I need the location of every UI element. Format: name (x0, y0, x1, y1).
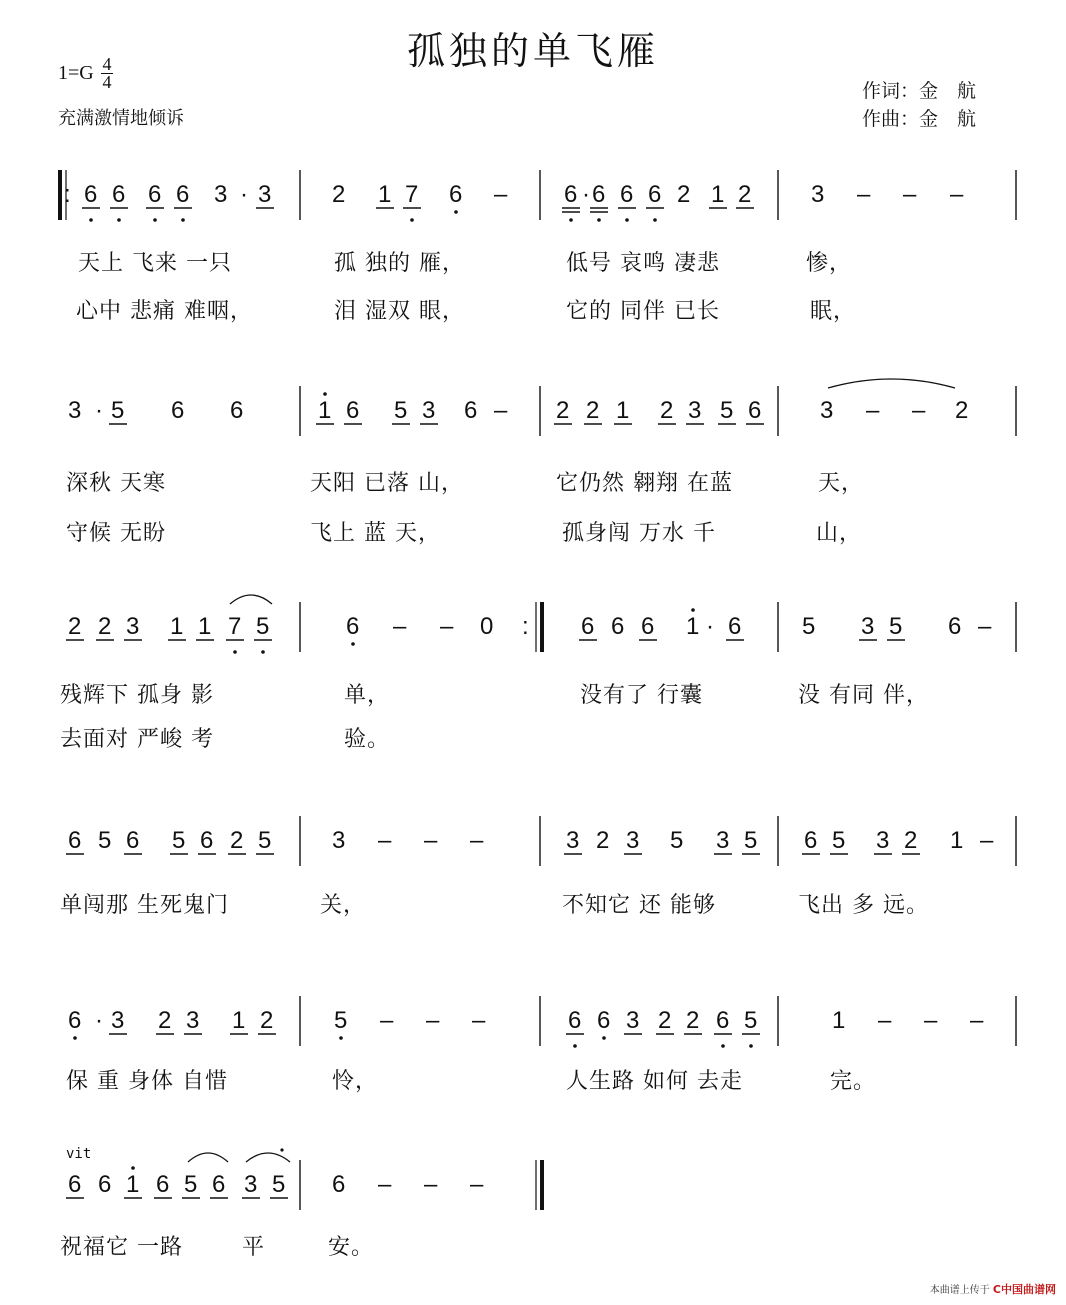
slur-arc (828, 379, 955, 388)
note-digit: 3 (126, 613, 140, 640)
note-digit: 6 (176, 181, 190, 208)
note-digit: 1 (950, 827, 964, 854)
note-digit: : (64, 181, 71, 208)
repeat-start-barline (58, 170, 62, 220)
note-digit: – (380, 1007, 394, 1034)
note-digit: 1 (170, 613, 184, 640)
octave-dot-below (721, 1044, 725, 1048)
note-digit: 3 (214, 181, 228, 208)
octave-dot-above (323, 392, 327, 396)
octave-dot-below (653, 218, 657, 222)
note-digit: 5 (111, 397, 125, 424)
note-digit: 2 (677, 181, 691, 208)
octave-dot-above (131, 1166, 135, 1170)
time-signature-bottom: 4 (102, 72, 112, 92)
lyric-verse-2: 眠， (810, 299, 857, 324)
note-digit: · (240, 181, 248, 208)
octave-dot-below (625, 218, 629, 222)
lyric-verse-2: 飞上 蓝 天， (310, 521, 441, 546)
note-digit: 1 (126, 1171, 140, 1198)
note-digit: 6 (346, 397, 360, 424)
site-logo: C中国曲谱网 (992, 1283, 1056, 1296)
note-digit: – (378, 827, 392, 854)
note-digit: 3 (820, 397, 834, 424)
note-digit: 6 (597, 1007, 611, 1034)
lyric-verse-1: 人生路 如何 去走 (566, 1069, 743, 1094)
expression-marking: 充满激情地倾诉 (58, 108, 184, 129)
note-digit: 6 (948, 613, 962, 640)
lyric-verse-1: 天阳 已落 山， (310, 471, 464, 496)
lyric-verse-1: 天上 飞来 一只 (78, 251, 232, 276)
note-digit: – (912, 397, 926, 424)
song-title: 孤独的单飞雁 (406, 29, 659, 73)
octave-dot-below (233, 650, 237, 654)
note-digit: 6 (68, 1171, 82, 1198)
lyric-verse-1: 没 有同 伴， (798, 683, 929, 708)
note-digit: 1 (232, 1007, 246, 1034)
octave-dot-below (410, 218, 414, 222)
octave-dot-below (261, 650, 265, 654)
note-digit: 5 (889, 613, 903, 640)
note-digit: : (522, 613, 529, 640)
note-digit: 1 (616, 397, 630, 424)
note-digit: 3 (244, 1171, 258, 1198)
fermata-dot (280, 1148, 283, 1151)
octave-dot-below (153, 218, 157, 222)
note-digit: 5 (98, 827, 112, 854)
note-digit: – (424, 1171, 438, 1198)
note-digit: 1 (198, 613, 212, 640)
note-digit: – (470, 827, 484, 854)
note-digit: 6 (332, 1171, 346, 1198)
note-digit: – (970, 1007, 984, 1034)
note-digit: 3 (688, 397, 702, 424)
note-digit: 3 (186, 1007, 200, 1034)
lyric-verse-1: 深秋 天寒 (66, 471, 166, 496)
octave-dot-above (691, 608, 695, 612)
note-digit: 0 (480, 613, 494, 640)
lyric-verse-1: 保 重 身体 自惜 (66, 1069, 228, 1094)
repeat-end-barline (540, 602, 544, 652)
note-digit: 5 (832, 827, 846, 854)
note-digit: 5 (802, 613, 816, 640)
octave-dot-below (339, 1036, 343, 1040)
note-digit: – (426, 1007, 440, 1034)
note-digit: 6 (449, 181, 463, 208)
footer-credit (930, 1281, 1056, 1297)
lyric-verse-1: 不知它 还 能够 (562, 893, 716, 918)
note-digit: 6 (112, 181, 126, 208)
note-digit: 6 (126, 827, 140, 854)
slur-arc (230, 595, 272, 604)
note-digit: – (978, 613, 992, 640)
note-digit: – (378, 1171, 392, 1198)
note-digit: 6 (68, 827, 82, 854)
lyric-verse-1: 安。 (328, 1235, 375, 1260)
note-digit: 2 (738, 181, 752, 208)
lyric-verse-2: 孤身闯 万水 千 (562, 521, 716, 546)
lyric-verse-1: 平 (242, 1235, 266, 1260)
lyric-verse-2: 验。 (344, 727, 391, 752)
note-digit: 6 (156, 1171, 170, 1198)
note-digit: 3 (626, 1007, 640, 1034)
lyric-verse-1: 没有了 行囊 (580, 683, 703, 708)
note-digit: 6 (148, 181, 162, 208)
note-digit: 5 (172, 827, 186, 854)
lyric-verse-2: 泪 湿双 眼， (334, 299, 465, 324)
note-digit: 2 (658, 1007, 672, 1034)
note-digit: 1 (378, 181, 392, 208)
note-digit: 2 (98, 613, 112, 640)
note-digit: · (582, 181, 590, 208)
note-digit: 6 (68, 1007, 82, 1034)
note-digit: 5 (256, 613, 270, 640)
note-digit: – (857, 181, 871, 208)
note-digit: 1 (318, 397, 332, 424)
final-thick-barline (540, 1160, 544, 1210)
lyric-verse-1: 飞出 多 远。 (798, 893, 929, 918)
note-digit: 3 (876, 827, 890, 854)
note-digit: 6 (200, 827, 214, 854)
note-digit: 2 (260, 1007, 274, 1034)
octave-dot-below (454, 210, 458, 214)
note-digit: 6 (84, 181, 98, 208)
lyric-verse-1: 残辉下 孤身 影 (60, 683, 214, 708)
lyric-verse-2: 守候 无盼 (66, 521, 166, 546)
note-digit: – (866, 397, 880, 424)
note-digit: 3 (566, 827, 580, 854)
note-digit: – (440, 613, 454, 640)
note-digit: 5 (334, 1007, 348, 1034)
note-digit: 6 (592, 181, 606, 208)
lyric-verse-2: 山， (816, 521, 863, 546)
note-digit: 2 (332, 181, 346, 208)
note-digit: – (878, 1007, 892, 1034)
note-digit: – (424, 827, 438, 854)
note-digit: 3 (258, 181, 272, 208)
lyric-verse-2: 去面对 严峻 考 (60, 727, 214, 752)
lyricist: 作词：金 航 (862, 80, 977, 102)
note-digit: 6 (716, 1007, 730, 1034)
note-digit: 3 (422, 397, 436, 424)
octave-dot-below (749, 1044, 753, 1048)
note-digit: 2 (686, 1007, 700, 1034)
note-digit: 5 (258, 827, 272, 854)
note-digit: 6 (564, 181, 578, 208)
note-digit: – (924, 1007, 938, 1034)
note-digit: – (470, 1171, 484, 1198)
key-signature: 1=G (58, 62, 94, 84)
note-digit: – (980, 827, 994, 854)
lyric-verse-1: 惨， (806, 251, 853, 276)
note-digit: – (472, 1007, 486, 1034)
note-digit: 2 (955, 397, 969, 424)
note-digit: 6 (804, 827, 818, 854)
lyric-verse-1: 单， (344, 683, 391, 708)
lyric-verse-1: 低号 哀鸣 凄悲 (566, 251, 720, 276)
note-digit: 5 (720, 397, 734, 424)
octave-dot-below (573, 1044, 577, 1048)
octave-dot-below (117, 218, 121, 222)
composer: 作曲：金 航 (862, 108, 977, 130)
time-signature-top: 4 (102, 54, 112, 74)
slur-arc (188, 1153, 228, 1162)
note-digit: 6 (748, 397, 762, 424)
note-digit: – (494, 397, 508, 424)
lyric-verse-1: 孤 独的 雁， (334, 251, 465, 276)
note-digit: 6 (212, 1171, 226, 1198)
note-digit: 3 (332, 827, 346, 854)
note-digit: 2 (660, 397, 674, 424)
octave-dot-below (73, 1036, 77, 1040)
note-digit: 5 (272, 1171, 286, 1198)
note-digit: 3 (111, 1007, 125, 1034)
note-digit: 6 (648, 181, 662, 208)
note-digit: 5 (394, 397, 408, 424)
octave-dot-below (597, 218, 601, 222)
note-digit: 6 (568, 1007, 582, 1034)
note-digit: 2 (230, 827, 244, 854)
note-digit: 2 (586, 397, 600, 424)
octave-dot-below (89, 218, 93, 222)
note-digit: 5 (184, 1171, 198, 1198)
note-digit: 1 (686, 613, 700, 640)
lyric-verse-1: 怜， (332, 1069, 379, 1094)
note-digit: 3 (68, 397, 82, 424)
note-digit: 2 (68, 613, 82, 640)
note-digit: 6 (728, 613, 742, 640)
note-digit: · (95, 1007, 103, 1034)
octave-dot-below (351, 642, 355, 646)
note-digit: 5 (670, 827, 684, 854)
note-digit: 5 (744, 1007, 758, 1034)
note-digit: 1 (832, 1007, 846, 1034)
note-digit: 6 (641, 613, 655, 640)
note-digit: 2 (158, 1007, 172, 1034)
lyric-verse-1: 完。 (830, 1069, 877, 1094)
note-digit: 6 (346, 613, 360, 640)
lyric-verse-1: 单闯那 生死鬼门 (60, 893, 229, 918)
note-digit: 3 (861, 613, 875, 640)
note-digit: 6 (171, 397, 185, 424)
note-digit: 7 (228, 613, 242, 640)
note-digit: · (706, 613, 714, 640)
lyric-verse-2: 它的 同伴 已长 (566, 299, 720, 324)
lyric-verse-1: 关， (320, 893, 367, 918)
octave-dot-below (602, 1036, 606, 1040)
lyric-verse-1: 祝福它 一路 (60, 1235, 183, 1260)
note-digit: 2 (596, 827, 610, 854)
note-digit: 2 (904, 827, 918, 854)
note-digit: 7 (405, 181, 419, 208)
note-digit: 3 (811, 181, 825, 208)
note-digit: 6 (230, 397, 244, 424)
note-digit: 6 (98, 1171, 112, 1198)
note-digit: 5 (744, 827, 758, 854)
lyric-verse-1: 它仍然 翱翔 在蓝 (556, 471, 733, 496)
note-digit: – (903, 181, 917, 208)
note-digit: 1 (711, 181, 725, 208)
vit-marking: vit (66, 1146, 92, 1162)
octave-dot-below (569, 218, 573, 222)
slur-arc (246, 1153, 290, 1162)
note-digit: 3 (716, 827, 730, 854)
footer-text: 本曲谱上传于 (929, 1285, 990, 1296)
note-digit: 6 (620, 181, 634, 208)
note-digit: 3 (626, 827, 640, 854)
note-digit: 2 (556, 397, 570, 424)
note-digit: 6 (464, 397, 478, 424)
note-digit: – (494, 181, 508, 208)
lyric-verse-2: 心中 悲痛 难咽， (76, 299, 253, 324)
note-digit: – (950, 181, 964, 208)
octave-dot-below (181, 218, 185, 222)
lyric-verse-1: 天， (818, 471, 865, 496)
note-digit: 6 (611, 613, 625, 640)
note-digit: · (95, 397, 103, 424)
note-digit: – (393, 613, 407, 640)
note-digit: 6 (581, 613, 595, 640)
